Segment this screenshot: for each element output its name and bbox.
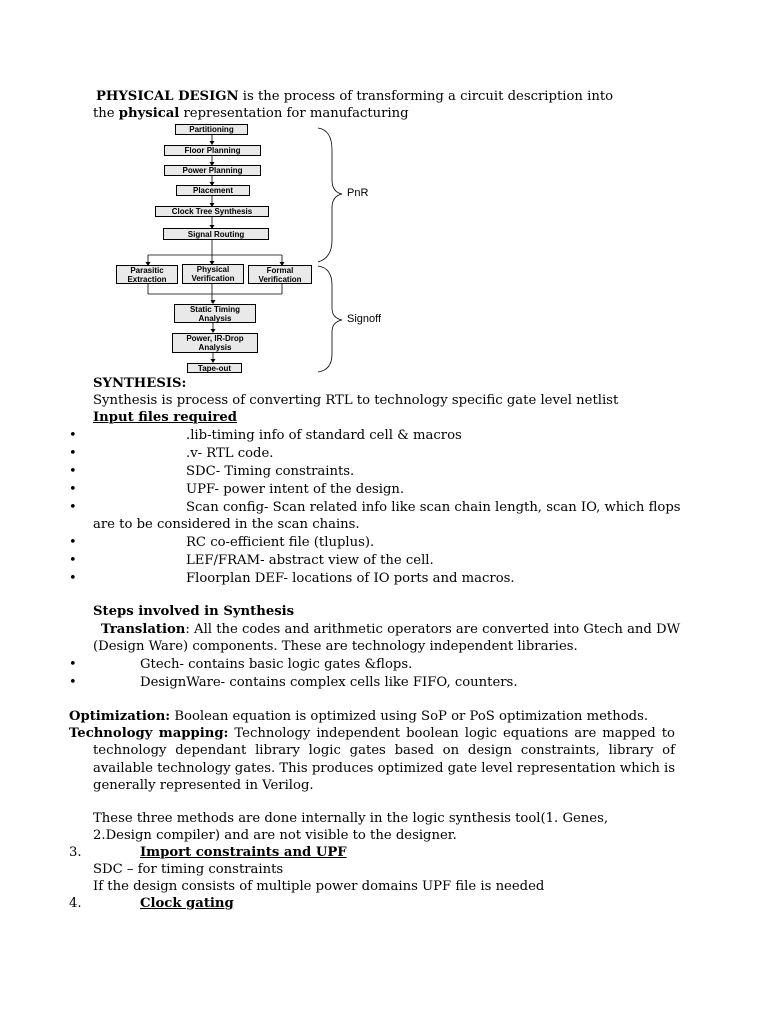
flow-step-signal-routing: Signal Routing xyxy=(163,228,269,240)
bullet: • xyxy=(69,446,77,461)
flow-formal-verification: Formal Verification xyxy=(248,265,312,284)
flow-power-ir-drop-analysis: Power, IR-Drop Analysis xyxy=(172,333,258,353)
tech-mapping-line-3: available technology gates. This produces optimized gate level representation which is xyxy=(93,761,675,776)
list-item: .lib-timing info of standard cell & macros xyxy=(186,428,462,443)
tech-mapping-line-4: generally represented in Verilog. xyxy=(93,778,314,793)
flow-step-clock-tree-synthesis: Clock Tree Synthesis xyxy=(155,206,269,217)
steps-heading: Steps involved in Synthesis xyxy=(93,604,295,619)
section-3-title: Import constraints and UPF xyxy=(140,845,347,860)
synthesis-heading: SYNTHESIS: xyxy=(93,376,187,391)
translation-line-1 xyxy=(101,621,680,638)
bullet: • xyxy=(69,675,77,690)
tech-mapping-line-1 xyxy=(69,725,675,742)
section-3-number: 3. xyxy=(69,845,82,860)
tech-mapping-line-2: technology dependant library logic gates based on design constraints, library of xyxy=(93,743,675,758)
methods-note-line-2: 2.Design compiler) and are not visible to the designer. xyxy=(93,828,457,843)
translation-line-2: (Design Ware) components. These are technology independent libraries. xyxy=(93,639,578,654)
list-item: UPF- power intent of the design. xyxy=(186,482,405,497)
list-item: RC co-efficient file (tluplus). xyxy=(186,535,375,550)
list-item-gtech: Gtech- contains basic logic gates &flops. xyxy=(140,657,413,672)
tech-mapping-text: Technology independent boolean logic equations are mapped to xyxy=(228,726,675,741)
bullet: • xyxy=(69,464,77,479)
bullet: • xyxy=(69,571,77,586)
section-3-line-2: If the design consists of multiple power domains UPF file is needed xyxy=(93,879,545,894)
bullet: • xyxy=(69,535,77,550)
optimization-line xyxy=(69,708,648,725)
bullet: • xyxy=(69,428,77,443)
flow-step-power-planning: Power Planning xyxy=(164,165,261,176)
optimization-term: Optimization: xyxy=(69,709,171,724)
section-4-title: Clock gating xyxy=(140,896,234,911)
intro-bold-term: PHYSICAL DESIGN xyxy=(96,89,239,104)
intro-text: is the process of transforming a circuit description into xyxy=(238,89,614,104)
bullet: • xyxy=(69,657,77,672)
flow-parasitic-extraction: Parasitic Extraction xyxy=(116,265,178,284)
intro-bold-physical: physical xyxy=(118,106,180,121)
flow-tape-out: Tape-out xyxy=(187,363,242,373)
physical-design-flowchart xyxy=(0,0,768,380)
list-item: Scan config- Scan related info like scan chain length, scan IO, which flops xyxy=(186,500,681,515)
list-item: LEF/FRAM- abstract view of the cell. xyxy=(186,553,434,568)
synthesis-description: Synthesis is process of converting RTL to technology specific gate level netlist xyxy=(93,393,619,408)
intro-text-a: the xyxy=(93,106,119,121)
flow-static-timing-analysis: Static Timing Analysis xyxy=(174,304,256,323)
flow-physical-verification: Physical Verification xyxy=(182,264,244,284)
list-item-designware: DesignWare- contains complex cells like FIFO, counters. xyxy=(140,675,518,690)
signoff-label: Signoff xyxy=(347,313,382,325)
list-item-continuation: are to be considered in the scan chains. xyxy=(93,517,360,532)
intro-text-b: representation for manufacturing xyxy=(179,106,409,121)
translation-term: Translation xyxy=(101,622,186,637)
section-4-number: 4. xyxy=(69,896,82,911)
pnr-label: PnR xyxy=(347,187,369,199)
flow-step-floor-planning: Floor Planning xyxy=(164,145,261,156)
list-item: Floorplan DEF- locations of IO ports and macros. xyxy=(186,571,515,586)
bullet: • xyxy=(69,553,77,568)
optimization-text: Boolean equation is optimized using SoP or PoS optimization methods. xyxy=(170,709,649,724)
bullet: • xyxy=(69,500,77,515)
methods-note-line-1: These three methods are done internally in the logic synthesis tool(1. Genes, xyxy=(93,811,609,826)
bullet: • xyxy=(69,482,77,497)
input-files-heading: Input files required xyxy=(93,410,237,425)
list-item: .v- RTL code. xyxy=(186,446,274,461)
flowchart-lines xyxy=(0,0,768,380)
tech-mapping-term: Technology mapping: xyxy=(69,726,229,741)
flow-step-partitioning: Partitioning xyxy=(175,124,248,135)
section-3-line-1: SDC – for timing constraints xyxy=(93,862,284,877)
translation-text: : All the codes and arithmetic operators are converted into Gtech and DW xyxy=(185,622,681,637)
list-item: SDC- Timing constraints. xyxy=(186,464,355,479)
flow-step-placement: Placement xyxy=(176,185,250,196)
